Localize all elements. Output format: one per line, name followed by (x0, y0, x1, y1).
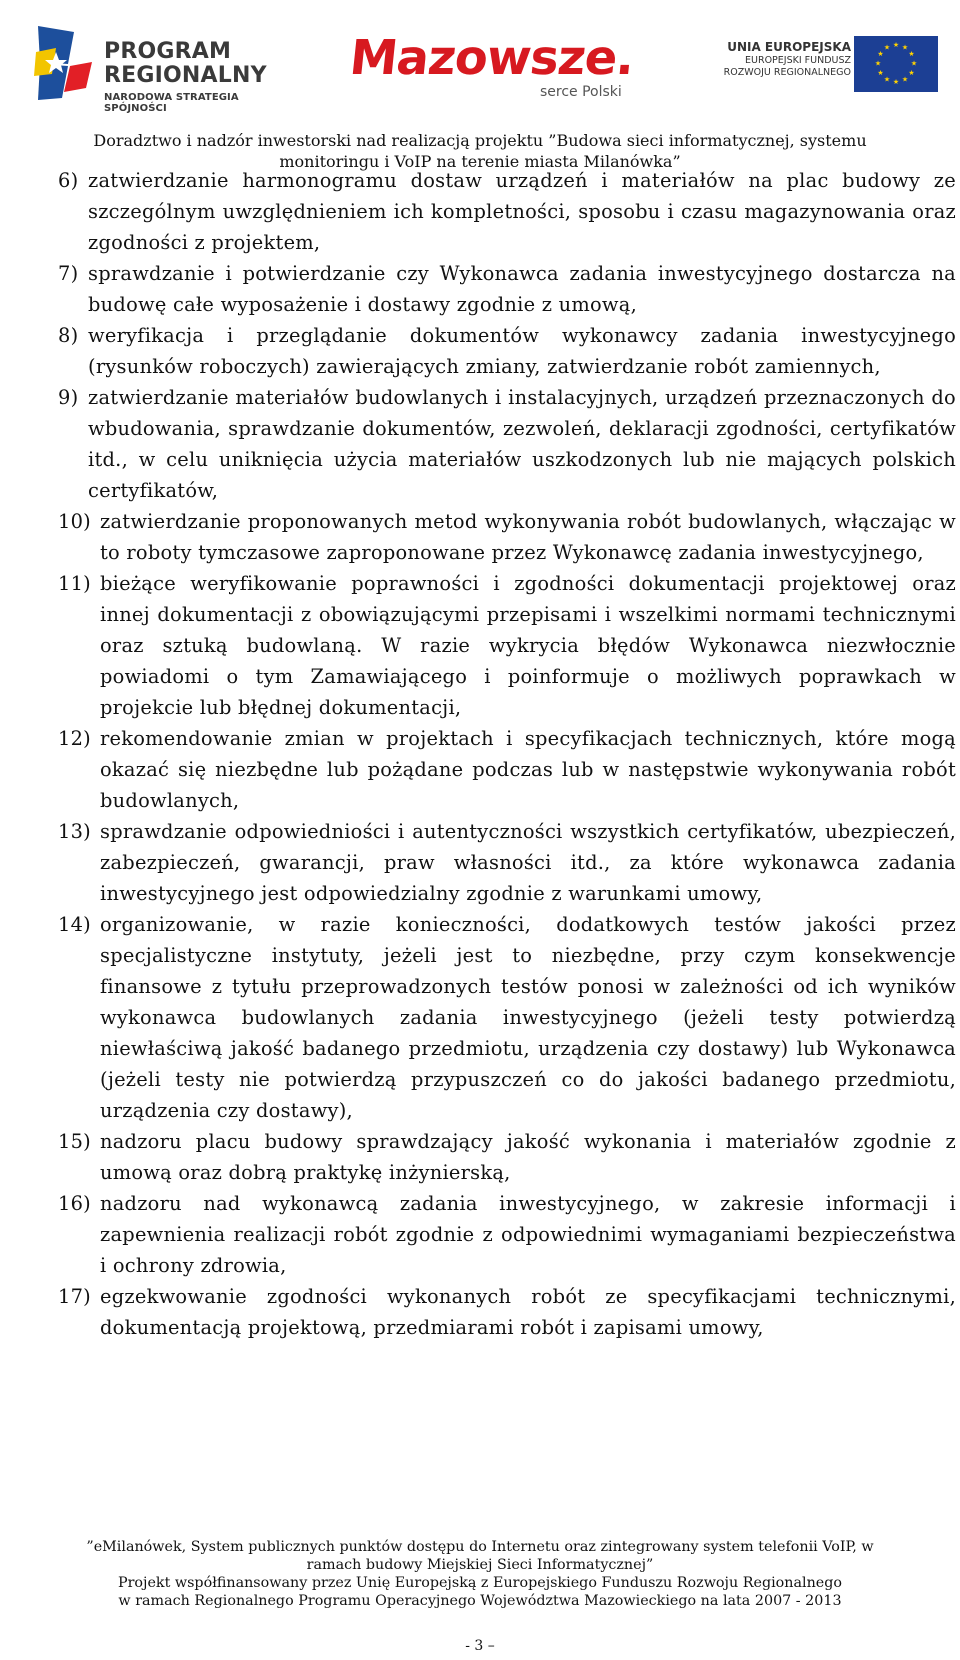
list-item-number: 14) (58, 913, 91, 936)
list-item-text: nadzoru nad wykonawcą zadania inwestycyjnego, w zakresie informacji i zapewnienia realizacji robót zgodnie z odpowiednimi wymaganiami bezpieczeństwa i ochrony zdrowia, (100, 1192, 956, 1277)
svg-text:★: ★ (877, 69, 884, 77)
svg-text:★: ★ (901, 43, 909, 52)
list-item (58, 1126, 956, 1188)
list-item (58, 1188, 956, 1281)
list-item-text: sprawdzanie i potwierdzanie czy Wykonawca zadania inwestycyjnego dostarcza na budowę całe wyposażenie i dostawy zgodnie z umową, (88, 262, 956, 316)
list-item (58, 382, 956, 506)
list-item-number: 8) (58, 324, 79, 347)
list-item (58, 568, 956, 723)
list-item-number: 6) (58, 169, 79, 192)
list-item (58, 1281, 956, 1343)
list-item-number: 17) (58, 1285, 91, 1308)
page-number: - 3 – (465, 1638, 495, 1654)
document-header-line2: monitoringu i VoIP na terenie miasta Milanówka” (279, 152, 681, 171)
svg-text:★: ★ (901, 75, 909, 84)
list-item-text: bieżące weryfikowanie poprawności i zgodności dokumentacji projektowej oraz innej dokumentacji z obowiązującymi przepisami i wszelkimi normami technicznymi oraz sztuką budowlaną. W razie wykrycia błędów Wykonawca niezwłocznie powiadomi o tym Zamawiającego i poinformuje o możliwych poprawkach w projekcie lub błędnej dokumentacji, (100, 572, 956, 719)
list-item-number: 12) (58, 727, 91, 750)
logo-bar (0, 0, 960, 130)
eu-fund-line1: EUROPEJSKI FUNDUSZ (745, 55, 851, 66)
svg-text:★: ★ (892, 78, 900, 86)
program-regionalny-logo (34, 20, 304, 114)
list-item-text: sprawdzanie odpowiedniości i autentyczności wszystkich certyfikatów, ubezpieczeń, zabezpieczeń, gwarancji, praw własności itd., za które wykonawca zadania inwestycyjnego jest odpowiedzialny zgodnie z warunkami umowy, (100, 820, 956, 905)
list-item-text: weryfikacja i przeglądanie dokumentów wykonawcy zadania inwestycyjnego (rysunków roboczych) zawierających zmiany, zatwierdzanie robót zamiennych, (88, 324, 956, 378)
list-item-number: 9) (58, 386, 79, 409)
eu-flag-icon (854, 36, 938, 92)
eu-logo (686, 36, 940, 96)
list-item (58, 816, 956, 909)
footer-line3: Projekt współfinansowany przez Unię Europejską z Europejskiego Funduszu Rozwoju Regionalnego (117, 1575, 843, 1591)
list-item-text: egzekwowanie zgodności wykonanych robót ze specyfikacjami technicznymi, dokumentacją projektową, przedmiarami robót i zapisami umowy, (100, 1285, 956, 1339)
list-item-number: 16) (58, 1192, 91, 1215)
list-item-number: 7) (58, 262, 79, 285)
list-item (58, 909, 956, 1126)
document-header-line1: Doradztwo i nadzór inwestorski nad realizacją projektu ”Budowa sieci informatycznej, systemu (93, 131, 867, 150)
list-item (58, 506, 956, 568)
list-item-text: zatwierdzanie materiałów budowlanych i instalacyjnych, urządzeń przeznaczonych do wbudowania, sprawdzanie dokumentów, zezwoleń, deklaracji zgodności, certyfikatów itd., w celu uniknięcia użycia materiałów uszkodzonych lub nie mających polskich certyfikatów, (88, 386, 956, 502)
svg-text:★: ★ (908, 50, 915, 58)
list-item-text: nadzoru placu budowy sprawdzający jakość wykonania i materiałów zgodnie z umową oraz dobrą praktykę inżynierską, (100, 1130, 956, 1184)
mazowsze-wordmark: Mazowsze. (347, 30, 637, 86)
duties-list (58, 165, 956, 1343)
svg-text:★: ★ (874, 59, 882, 68)
program-strategy: NARODOWA STRATEGIA SPÓJNOŚCI (104, 92, 239, 114)
document-footer (20, 1538, 940, 1610)
svg-text:★: ★ (883, 43, 891, 52)
mazowsze-subtitle: serce Polski (540, 84, 622, 100)
eu-fund-line2: ROZWOJU REGIONALNEGO (723, 67, 851, 78)
svg-text:★: ★ (883, 75, 891, 84)
svg-text:★: ★ (892, 41, 900, 49)
footer-line1: ”eMilanówek, System publicznych punktów dostępu do Internetu oraz zintegrowany system telefonii VoIP, w (86, 1539, 874, 1555)
list-item-text: zatwierdzanie harmonogramu dostaw urządzeń i materiałów na plac budowy ze szczególnym uwzględnieniem ich kompletności, sposobu i czasu magazynowania oraz zgodności z projektem, (88, 169, 956, 254)
program-subtitle: REGIONALNY (104, 63, 267, 88)
list-item-number: 11) (58, 572, 91, 595)
list-item (58, 165, 956, 258)
program-title: PROGRAM (104, 39, 232, 64)
list-item-text: zatwierdzanie proponowanych metod wykonywania robót budowlanych, włączając w to roboty tymczasowe zaproponowane przez Wykonawcę zadania inwestycyjnego, (100, 510, 956, 564)
svg-text:★: ★ (910, 59, 918, 68)
list-item (58, 258, 956, 320)
list-item-text: rekomendowanie zmian w projektach i specyfikacjach technicznych, które mogą okazać się niezbędne lub pożądane podczas lub w następstwie wykonywania robót budowlanych, (100, 727, 956, 812)
list-item-number: 10) (58, 510, 91, 533)
list-item (58, 723, 956, 816)
list-item-text: organizowanie, w razie konieczności, dodatkowych testów jakości przez specjalistyczne instytuty, jeżeli jest to niezbędne, przy czym konsekwencje finansowe z tytułu przeprowadzonych testów ponosi w zależności od ich wyników wykonawca budowlanych zadania inwestycyjnego (jeżeli testy potwierdzą niewłaściwą jakość badanego przedmiotu, urządzenia czy dostawy) lub Wykonawca (jeżeli testy nie potwierdzą przypuszczeń co do jakości badanego przedmiotu, urządzenia czy dostawy), (100, 913, 956, 1122)
svg-text:★: ★ (877, 50, 884, 58)
program-emblem-icon (34, 22, 94, 104)
eu-title: UNIA EUROPEJSKA (727, 40, 851, 54)
list-item-number: 15) (58, 1130, 91, 1153)
footer-line4: w ramach Regionalnego Programu Operacyjnego Województwa Mazowieckiego na lata 2007 - 2013 (118, 1593, 842, 1609)
svg-text:★: ★ (908, 69, 915, 77)
list-item (58, 320, 956, 382)
list-item-number: 13) (58, 820, 91, 843)
mazowsze-logo (347, 30, 650, 110)
footer-line2: ramach budowy Miejskiej Sieci Informatycznej” (306, 1557, 654, 1573)
